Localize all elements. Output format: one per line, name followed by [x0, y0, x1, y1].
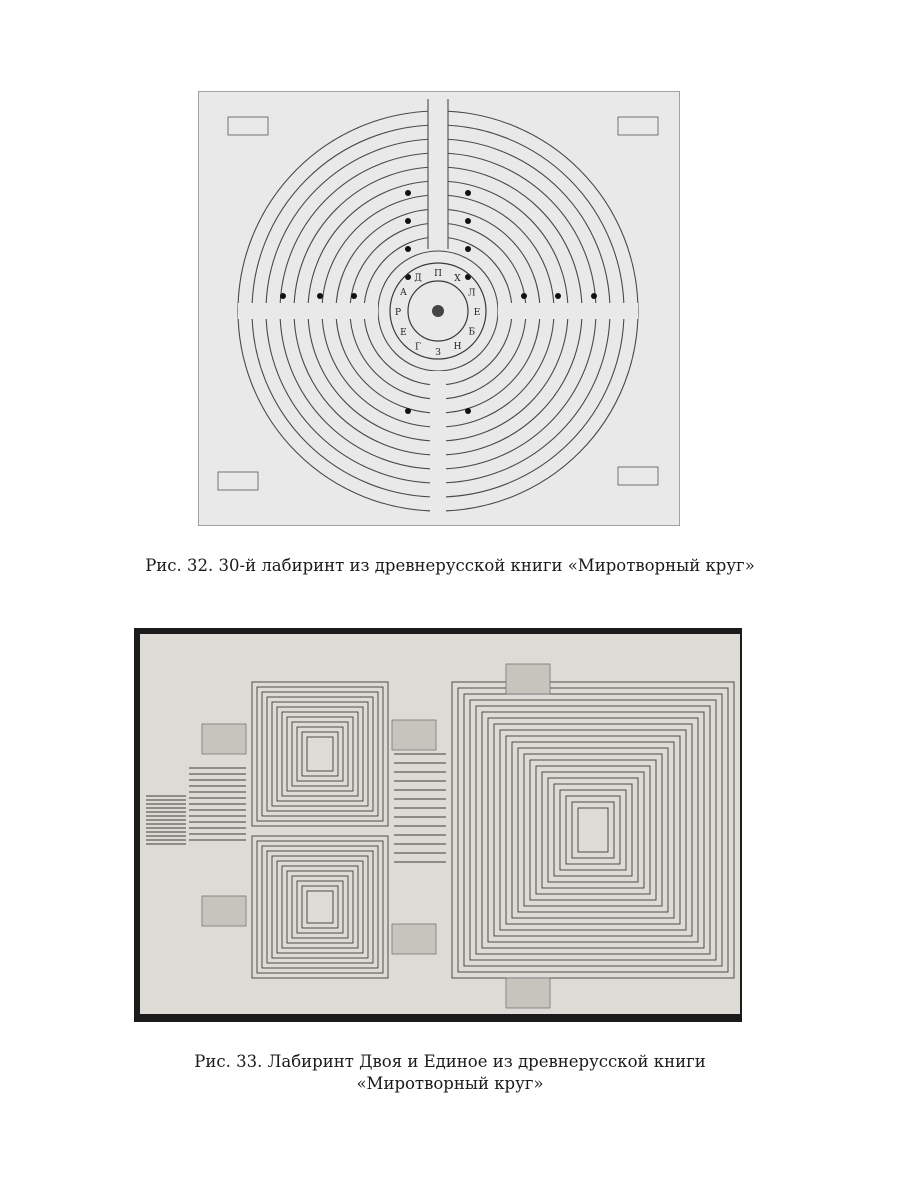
illustration-panel [392, 924, 436, 954]
path-marker-dot [405, 408, 411, 414]
center-letter: Б [468, 327, 476, 338]
double-square-labyrinth-drawing [134, 628, 742, 1022]
path-marker-dot [317, 293, 323, 299]
illustration-panel [202, 724, 246, 754]
path-marker-dot [465, 190, 471, 196]
figure-32-caption [0, 555, 900, 577]
center-letter: Е [400, 328, 407, 338]
path-marker-dot [555, 293, 561, 299]
figure-33-labyrinth-image [134, 628, 742, 1022]
bottom-band [430, 371, 446, 516]
center-letter: З [435, 348, 441, 358]
path-marker-dot [405, 246, 411, 252]
path-marker-dot [405, 218, 411, 224]
illustration-panel [506, 978, 550, 1008]
center-letter: П [434, 269, 442, 279]
path-marker-dot [465, 218, 471, 224]
path-marker-dot [591, 293, 597, 299]
left-band [238, 303, 378, 319]
center-letter: Р [394, 308, 402, 318]
center-letter: Х [454, 274, 461, 285]
right-band [498, 303, 638, 319]
path-marker-dot [465, 246, 471, 252]
path-marker-dot [351, 293, 357, 299]
illustration-panel [392, 720, 436, 750]
figure-33-caption-line-1: Рис. 33. Лабиринт Двоя и Единое из древнерусской книги [194, 1052, 706, 1071]
top-corridor [428, 97, 448, 247]
center-letter: Е [473, 308, 481, 318]
center-letter: Л [468, 288, 476, 299]
illustration-panel [202, 896, 246, 926]
path-marker-dot [521, 293, 527, 299]
path-marker-dot [405, 190, 411, 196]
path-marker-dot [280, 293, 286, 299]
figure-33-caption [0, 1051, 900, 1095]
figure-33-caption-line-2: «Миротворный круг» [356, 1074, 544, 1093]
circular-labyrinth-drawing [198, 91, 680, 526]
center-letter: А [399, 288, 407, 298]
figure-32-labyrinth-image [198, 91, 680, 526]
center-letter: Н [453, 341, 462, 352]
illustration-panel [506, 664, 550, 694]
center-letter: Г [415, 342, 421, 353]
figure-32-caption-line-1: Рис. 32. 30-й лабиринт из древнерусской книги «Миротворный круг» [145, 556, 755, 575]
center-letter: Д [414, 273, 422, 284]
center-dot [432, 305, 444, 317]
path-marker-dot [465, 408, 471, 414]
